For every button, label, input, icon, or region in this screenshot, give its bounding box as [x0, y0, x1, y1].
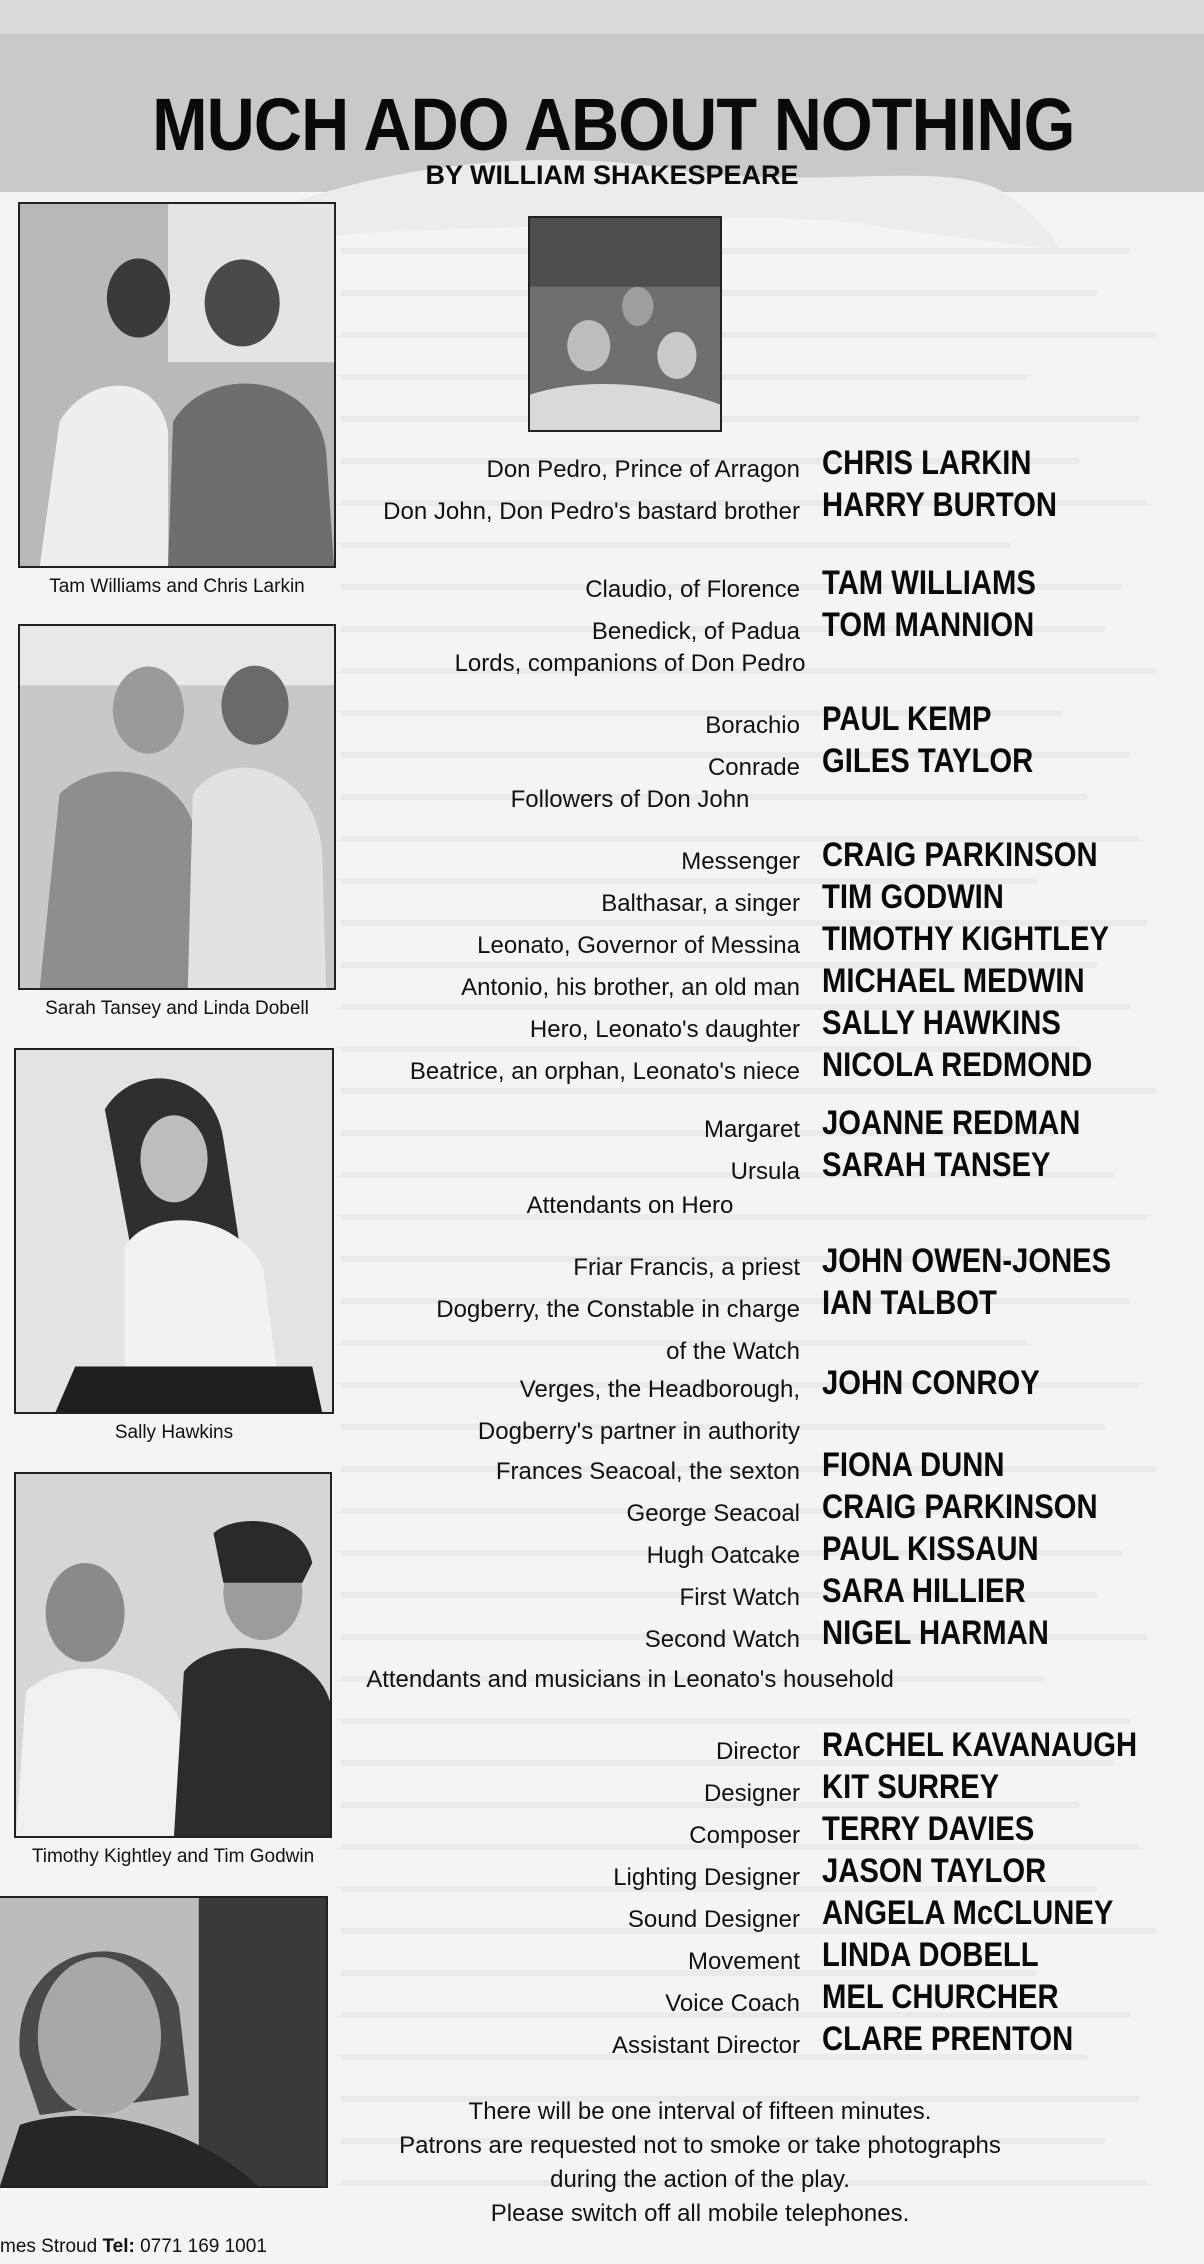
cast-row — [0, 1488, 1204, 1528]
cast-row — [0, 1284, 1204, 1324]
page-title: MUCH ADO ABOUT NOTHING — [152, 83, 1075, 166]
cast-role-continuation — [0, 1406, 1204, 1446]
crew-name: RACHEL KAVANAUGH — [822, 1726, 1138, 1764]
cast-actor: JOANNE REDMAN — [822, 1104, 1081, 1142]
crew-role: Designer — [703, 1780, 800, 1807]
cast-actor: NIGEL HARMAN — [822, 1614, 1049, 1652]
crew-row — [0, 1936, 1204, 1976]
cast-role: Verges, the Headborough, — [519, 1376, 800, 1403]
cast-actor: TOM MANNION — [822, 606, 1035, 644]
cast-row — [0, 606, 1204, 646]
cast-actor: NICOLA REDMOND — [822, 1046, 1093, 1084]
cast-actor: SARA HILLIER — [822, 1572, 1026, 1610]
cast-role: Margaret — [703, 1116, 800, 1143]
cast-actor: IAN TALBOT — [822, 1284, 997, 1322]
cast-role: Second Watch — [644, 1626, 800, 1653]
cast-role: Conrade — [707, 754, 800, 781]
cast-role: Hugh Oatcake — [646, 1542, 800, 1569]
cast-actor: HARRY BURTON — [822, 486, 1058, 524]
crew-row — [0, 1894, 1204, 1934]
cast-row — [0, 444, 1204, 484]
photo-caption-4: Timothy Kightley and Tim Godwin — [31, 1846, 315, 1867]
cast-role-line2: Dogberry's partner in authority — [477, 1418, 800, 1445]
crew-row — [0, 1810, 1204, 1850]
cast-role: Frances Seacoal, the sexton — [495, 1458, 800, 1485]
footer-note-action: during the action of the play. — [550, 2166, 850, 2193]
photo-caption-2: Sarah Tansey and Linda Dobell — [45, 998, 309, 1019]
footer-note-photographs: Patrons are requested not to smoke or take photographs — [399, 2132, 1001, 2159]
cast-row — [0, 836, 1204, 876]
cast-row — [0, 700, 1204, 740]
cast-actor: CRAIG PARKINSON — [822, 1488, 1098, 1526]
page-subtitle: BY WILLIAM SHAKESPEARE — [425, 160, 799, 190]
crew-name: CLARE PRENTON — [822, 2020, 1074, 2058]
cast-actor: FIONA DUNN — [822, 1446, 1005, 1484]
crew-role: Movement — [687, 1948, 800, 1975]
cast-row — [0, 1004, 1204, 1044]
crew-role: Composer — [689, 1822, 800, 1849]
cast-role: Friar Francis, a priest — [573, 1254, 800, 1281]
cast-row — [0, 1446, 1204, 1486]
crew-role: Assistant Director — [611, 2032, 800, 2059]
cast-role-continuation — [0, 1326, 1204, 1366]
cast-role: Antonio, his brother, an old man — [461, 974, 800, 1001]
cast-role-line2: of the Watch — [666, 1338, 800, 1365]
cast-role: First Watch — [679, 1584, 800, 1611]
crew-name: KIT SURREY — [822, 1768, 1000, 1806]
crew-name: ANGELA McCLUNEY — [822, 1894, 1114, 1932]
cast-actor: JOHN CONROY — [822, 1364, 1040, 1402]
crew-row — [0, 1726, 1204, 1766]
cast-row — [0, 1146, 1204, 1186]
crew-name: JASON TAYLOR — [822, 1852, 1047, 1890]
group-note-followers: Followers of Don John — [510, 786, 750, 813]
cast-role: Don Pedro, Prince of Arragon — [486, 456, 800, 483]
cast-role: Leonato, Governor of Messina — [477, 932, 800, 959]
cast-row — [0, 1572, 1204, 1612]
cast-row — [0, 1104, 1204, 1144]
cast-role: Don John, Don Pedro's bastard brother — [383, 498, 800, 525]
crew-role: Lighting Designer — [613, 1864, 800, 1891]
cast-role: Borachio — [705, 712, 800, 739]
tel-number: 0771 169 1001 — [140, 2236, 267, 2257]
cast-row — [0, 1046, 1204, 1086]
crew-role: Director — [715, 1738, 800, 1765]
header-light-strip — [0, 0, 1204, 34]
crew-role: Voice Coach — [665, 1990, 800, 2017]
cast-row — [0, 920, 1204, 960]
cast-role: Claudio, of Florence — [585, 576, 800, 603]
cast-role: Hero, Leonato's daughter — [529, 1016, 800, 1043]
cast-role: Benedick, of Padua — [591, 618, 800, 645]
cast-actor: SARAH TANSEY — [822, 1146, 1051, 1184]
cast-row — [0, 962, 1204, 1002]
cast-row — [0, 486, 1204, 526]
cast-row — [0, 1614, 1204, 1654]
crew-role: Sound Designer — [627, 1906, 800, 1933]
crew-name: LINDA DOBELL — [822, 1936, 1039, 1974]
cast-role: George Seacoal — [626, 1500, 800, 1527]
photo-caption-3: Sally Hawkins — [114, 1422, 234, 1443]
cast-actor: CRAIG PARKINSON — [822, 836, 1098, 874]
tel-label: Tel: — [102, 2236, 135, 2257]
crew-row — [0, 2020, 1204, 2060]
cast-actor: PAUL KISSAUN — [822, 1530, 1039, 1568]
cast-row — [0, 878, 1204, 918]
crew-row — [0, 1852, 1204, 1892]
cast-role: Beatrice, an orphan, Leonato's niece — [409, 1058, 800, 1085]
photo-credit: mes Stroud — [0, 2236, 98, 2257]
crew-name: MEL CHURCHER — [822, 1978, 1059, 2016]
footer-note-mobile: Please switch off all mobile telephones. — [490, 2200, 910, 2227]
cast-actor: TIMOTHY KIGHTLEY — [822, 920, 1109, 958]
group-note-attendants-household: Attendants and musicians in Leonato's household — [366, 1666, 894, 1693]
cast-role: Ursula — [730, 1158, 800, 1185]
cast-actor: PAUL KEMP — [822, 700, 992, 738]
cast-role: Balthasar, a singer — [601, 890, 800, 917]
cast-row — [0, 1530, 1204, 1570]
cast-role: Messenger — [681, 848, 800, 875]
crew-row — [0, 1768, 1204, 1808]
crew-row — [0, 1978, 1204, 2018]
photo-credit-line — [0, 2236, 267, 2258]
cast-actor: JOHN OWEN-JONES — [822, 1242, 1112, 1280]
photo-caption-1: Tam Williams and Chris Larkin — [49, 576, 305, 597]
crew-name: TERRY DAVIES — [822, 1810, 1035, 1848]
cast-row — [0, 1364, 1204, 1404]
cast-row — [0, 564, 1204, 604]
group-note-lords: Lords, companions of Don Pedro — [454, 650, 806, 677]
cast-actor: CHRIS LARKIN — [822, 444, 1032, 482]
cast-actor: GILES TAYLOR — [822, 742, 1034, 780]
cast-row — [0, 1242, 1204, 1282]
cast-actor: MICHAEL MEDWIN — [822, 962, 1085, 1000]
footer-note-interval: There will be one interval of fifteen minutes. — [468, 2098, 932, 2125]
garden-group-photo — [528, 216, 722, 432]
cast-actor: SALLY HAWKINS — [822, 1004, 1061, 1042]
cast-actor: TAM WILLIAMS — [822, 564, 1036, 602]
cast-actor: TIM GODWIN — [822, 878, 1004, 916]
group-note-attendants-hero: Attendants on Hero — [526, 1192, 734, 1219]
cast-row — [0, 742, 1204, 782]
cast-role: Dogberry, the Constable in charge — [436, 1296, 800, 1323]
